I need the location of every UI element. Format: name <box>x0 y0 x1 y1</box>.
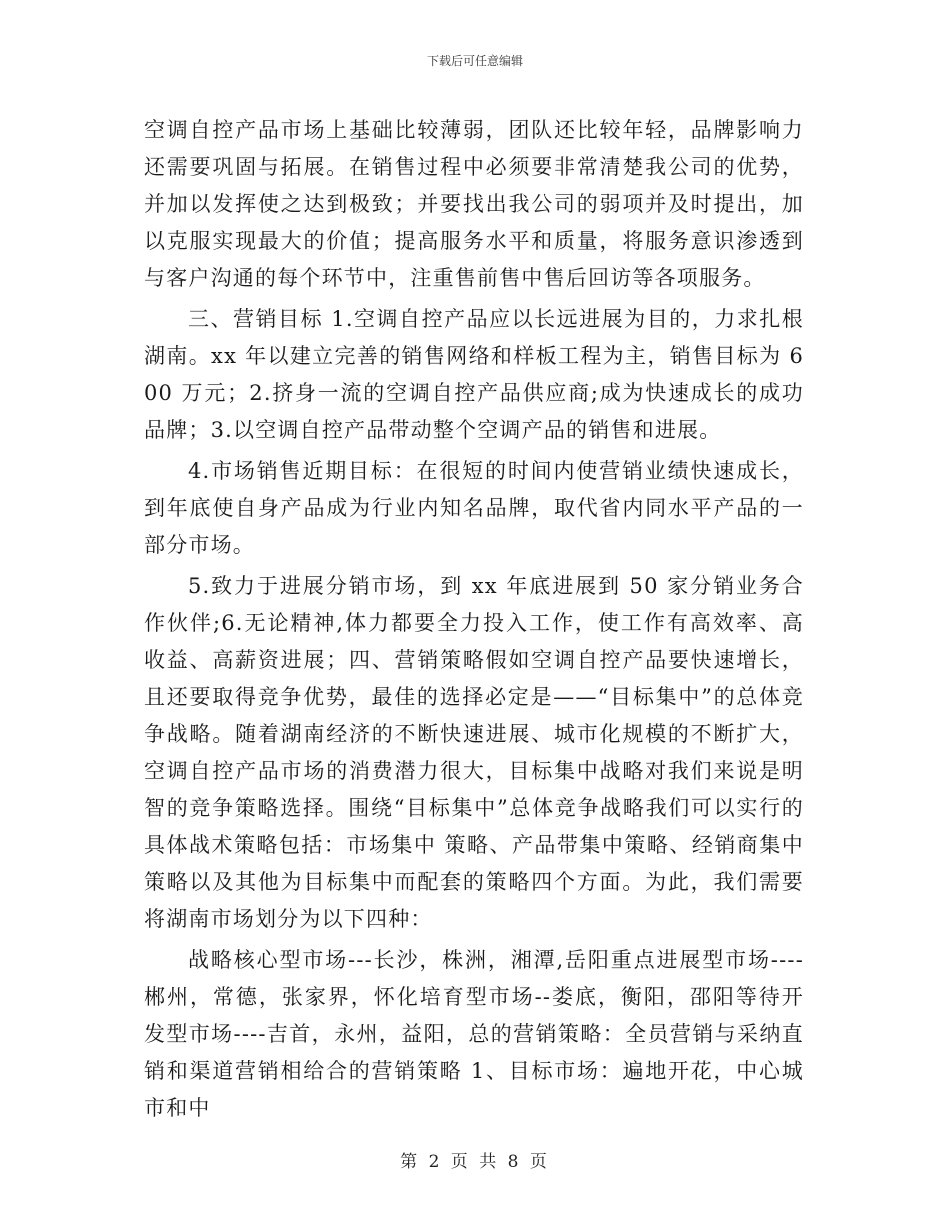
document-body <box>144 112 804 1131</box>
paragraph-near-term-goal: 4.市场销售近期目标：在很短的时间内使营销业绩快速成长，到年底使自身产品成为行业内知名品牌，取代省内同水平产品的一部分市场。 <box>144 459 804 557</box>
page-number: 第 2 页 共 8 页 <box>400 1152 550 1172</box>
paragraph-marketing-goals: 三、营销目标 1.空调自控产品应以长远进展为目的，力求扎根湖南。xx 年以建立完善的销售网络和样板工程为主，销售目标为 600 万元；2.挤身一流的空调自控产品供应商;成为快速成长的成功品牌；3.以空调自控产品带动整个空调产品的销售和进展。 <box>144 307 804 442</box>
paragraph-market-types: 战略核心型市场---长沙，株洲，湘潭,岳阳重点进展型市场----郴州，常德，张家界，怀化培育型市场--娄底，衡阳，邵阳等待开发型市场----吉首，永州，益阳，总的营销策略：全员营销与采纳直销和渠道营销相给合的营销策略 1、目标市场：遍地开花，中心城市和中 <box>144 948 804 1120</box>
page-header-note: 下载后可任意编辑 <box>426 54 523 68</box>
paragraph-continued: 空调自控产品市场上基础比较薄弱，团队还比较年轻，品牌影响力还需要巩固与拓展。在销售过程中必须要非常清楚我公司的优势，并加以发挥使之达到极致；并要找出我公司的弱项并及时提出，加以克服实现最大的价值；提高服务水平和质量，将服务意识渗透到与客户沟通的每个环节中，注重售前售中售后回访等各项服务。 <box>144 118 804 290</box>
paragraph-distribution-strategy: 5.致力于进展分销市场，到 xx 年底进展到 50 家分销业务合作伙伴;6.无论精神,体力都要全力投入工作，使工作有高效率、高收益、高薪资进展；四、营销策略假如空调自控产品要快速增长，且还要取得竞争优势，最佳的选择必定是——“目标集中”的总体竞争战略。随着湖南经济的不断快速进展、城市化规模的不断扩大， 空调自控产品市场的消费潜力很大，目标集中战略对我们来说是明智的竞争策略选择。围绕“目标集中”总体竞争战略我们可以实行的具体战术策略包括：市场集中 策略、产品带集中策略、经销商集中策略以及其他为目标集中而配套的策略四个方面。为此，我们需要将湖南市场划分为以下四种： <box>144 574 804 931</box>
